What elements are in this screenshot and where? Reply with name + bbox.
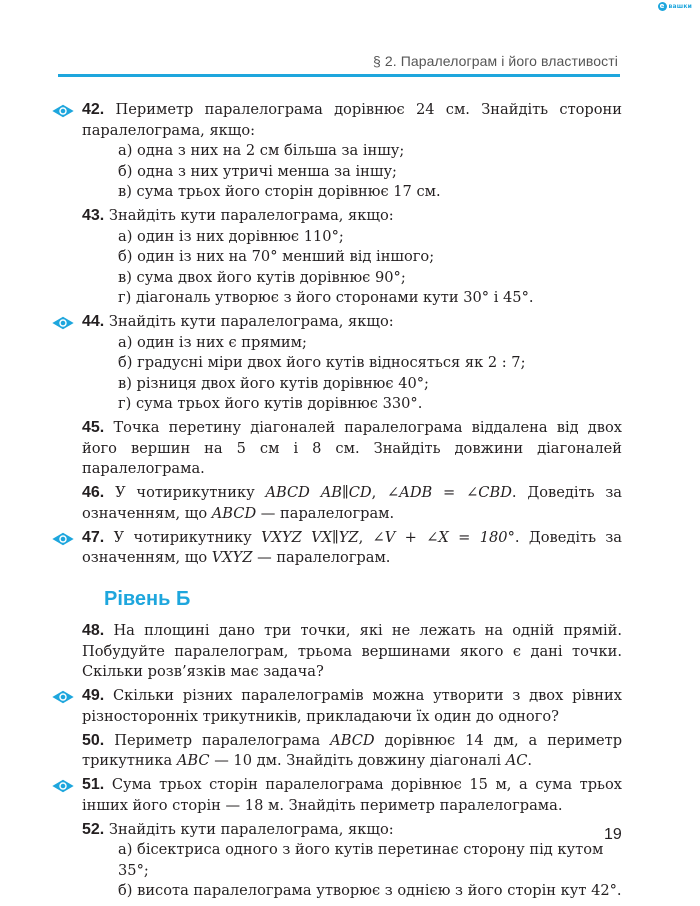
list-item: в) сума двох його кутів дорівнює 90°; bbox=[118, 268, 406, 286]
list-item: г) діагональ утворює з його сторонами кути 30° і 45°. bbox=[118, 289, 534, 306]
list-item: г) сума трьох його кутів дорівнює 330°. bbox=[118, 395, 423, 412]
problem-text: Периметр паралелограма дорівнює 24 см. Знайдіть сторони паралелограма, якщо: bbox=[82, 101, 623, 139]
list-item: б) одна з них утричі менша за іншу; bbox=[118, 162, 397, 180]
problem-50 bbox=[82, 731, 622, 772]
problem-text: Точка перетину діагоналей паралелограма віддалена від двох його вершин на 5 см і 8 см. Знайдіть довжини діагоналей паралелограма. bbox=[82, 419, 622, 477]
parallel-symbol: ∥ bbox=[332, 528, 339, 546]
logo-label: вашки bbox=[668, 3, 692, 10]
punctuation: , bbox=[358, 528, 364, 546]
problem-text: — 10 дм. Знайдіть довжину діагоналі bbox=[214, 752, 502, 769]
problem-number: 43. bbox=[82, 207, 105, 224]
marked-problem-icon bbox=[50, 778, 76, 794]
level-title: Рівень Б bbox=[104, 587, 191, 610]
math-expression: AC bbox=[505, 752, 528, 769]
problem-text: — паралелограм. bbox=[257, 549, 391, 566]
marked-problem-icon bbox=[50, 103, 76, 119]
problem-text: Периметр паралелограма bbox=[114, 731, 321, 749]
punctuation: . bbox=[527, 752, 533, 769]
problem-48 bbox=[82, 621, 622, 683]
math-expression: ABCD AB bbox=[265, 484, 342, 501]
problem-text: дорівнює 14 дм, а периметр трикутника bbox=[82, 731, 623, 769]
problem-47 bbox=[82, 528, 622, 569]
problem-51 bbox=[82, 775, 622, 816]
parallel-symbol: ∥ bbox=[341, 484, 349, 501]
list-item: в) сума трьох його сторін дорівнює 17 см. bbox=[118, 183, 441, 200]
problem-52 bbox=[82, 820, 622, 902]
page-number: 19 bbox=[604, 826, 622, 843]
math-expression: CD bbox=[348, 484, 372, 501]
problem-number: 42. bbox=[82, 101, 105, 118]
problem-text: Сума трьох сторін паралелограма дорівнює 15 м, а сума трьох інших його сторін — 18 м. Знайдіть периметр паралелограма. bbox=[82, 776, 622, 814]
problem-number: 46. bbox=[82, 484, 105, 501]
math-expression: ∠V + ∠X = 180° bbox=[372, 528, 515, 546]
problem-43 bbox=[82, 206, 622, 309]
e-logo-icon: e bbox=[658, 2, 667, 11]
running-header: § 2. Паралелограм і його властивості bbox=[372, 53, 618, 69]
math-expression: ∠ADB = ∠CBD bbox=[387, 484, 512, 501]
problem-46 bbox=[82, 483, 622, 524]
header-rule bbox=[58, 74, 620, 77]
list-item: б) градусні міри двох його кутів відносяться як 2 : 7; bbox=[118, 354, 526, 371]
math-expression: VXYZ bbox=[211, 549, 253, 566]
problem-text: — паралелограм. bbox=[260, 504, 395, 522]
problem-number: 48. bbox=[82, 622, 105, 639]
problem-number: 44. bbox=[82, 313, 105, 330]
marked-problem-icon bbox=[50, 689, 76, 705]
problem-number: 50. bbox=[82, 731, 105, 749]
problem-text: . Доведіть за означенням, що bbox=[82, 528, 623, 566]
marked-problem-icon bbox=[50, 315, 76, 331]
problem-text: . Доведіть за означенням, що bbox=[82, 484, 622, 522]
list-item: а) один із них є прямим; bbox=[118, 333, 307, 351]
math-expression: ABCD bbox=[211, 504, 257, 522]
list-item: а) один із них дорівнює 110°; bbox=[118, 227, 344, 245]
math-expression: VXYZ VX bbox=[261, 528, 333, 546]
math-expression: ABC bbox=[176, 752, 210, 769]
problem-list bbox=[82, 100, 622, 905]
problem-44 bbox=[82, 312, 622, 415]
problem-number: 45. bbox=[82, 419, 105, 436]
list-item: б) висота паралелограма утворює з однією з його сторін кут 42°. bbox=[118, 882, 622, 899]
problem-text: На площині дано три точки, які не лежать на одній прямій. Побудуйте паралелограм, трьома вершинами якого є дані точки. Скільки розв’язків має задача? bbox=[82, 622, 622, 680]
math-expression: YZ bbox=[338, 528, 359, 546]
list-item: а) бісектриса одного з його кутів перетинає сторону під кутом 35°; bbox=[118, 841, 604, 879]
problem-42 bbox=[82, 100, 622, 203]
problem-number: 51. bbox=[82, 776, 105, 793]
problem-number: 49. bbox=[82, 687, 105, 704]
problem-text: У чотирикутнику bbox=[115, 484, 255, 501]
list-item: б) один із них на 70° менший від іншого; bbox=[118, 248, 435, 265]
problem-text: Знайдіть кути паралелограма, якщо: bbox=[108, 207, 394, 224]
math-expression: ABCD bbox=[330, 731, 375, 749]
problem-text: Знайдіть кути паралелограма, якщо: bbox=[108, 820, 394, 838]
list-item: а) одна з них на 2 см більша за іншу; bbox=[118, 142, 405, 159]
problem-text: Знайдіть кути паралелограма, якщо: bbox=[108, 313, 394, 330]
problem-number: 47. bbox=[82, 528, 105, 546]
problem-49 bbox=[82, 686, 622, 727]
punctuation: , bbox=[371, 484, 377, 501]
problem-45 bbox=[82, 418, 622, 480]
marked-problem-icon bbox=[50, 531, 76, 547]
problem-text: Скільки різних паралелограмів можна утворити з двох рівних різносторонніх трикутників, прикладаючи їх один до одного? bbox=[82, 687, 622, 725]
problem-number: 52. bbox=[82, 820, 105, 838]
publisher-logo bbox=[658, 2, 693, 11]
list-item: в) різниця двох його кутів дорівнює 40°; bbox=[118, 374, 429, 392]
problem-text: У чотирикутнику bbox=[113, 528, 252, 546]
